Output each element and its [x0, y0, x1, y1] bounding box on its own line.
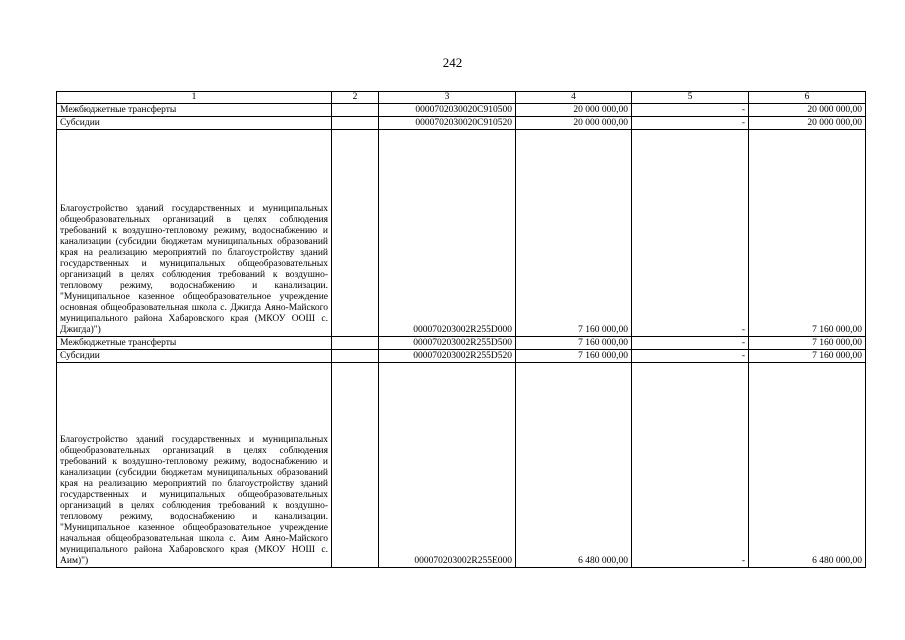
row-col2	[332, 104, 379, 117]
row-code: 0000702030020С910520	[379, 117, 516, 130]
row-col2	[332, 337, 379, 350]
row-amount: 7 160 000,00	[516, 130, 632, 337]
row-code: 000070203002R255D500	[379, 337, 516, 350]
row-amount: 20 000 000,00	[516, 117, 632, 130]
row-name: Межбюджетные трансферты	[57, 337, 332, 350]
row-change: -	[632, 363, 749, 568]
table-row	[57, 117, 866, 130]
table-row	[57, 130, 866, 337]
row-col2	[332, 117, 379, 130]
row-change: -	[632, 350, 749, 363]
row-amount: 20 000 000,00	[516, 104, 632, 117]
table-row	[57, 104, 866, 117]
row-change: -	[632, 130, 749, 337]
table-row	[57, 337, 866, 350]
column-header-5: 5	[632, 92, 749, 104]
budget-table	[56, 91, 866, 568]
row-change: -	[632, 117, 749, 130]
row-amount: 6 480 000,00	[516, 363, 632, 568]
row-amount: 7 160 000,00	[516, 350, 632, 363]
row-change: -	[632, 337, 749, 350]
row-col2	[332, 130, 379, 337]
row-total: 7 160 000,00	[749, 130, 866, 337]
row-amount: 7 160 000,00	[516, 337, 632, 350]
row-code: 000070203002R255D520	[379, 350, 516, 363]
row-change: -	[632, 104, 749, 117]
row-col2	[332, 350, 379, 363]
column-header-1: 1	[57, 92, 332, 104]
row-code: 000070203002R255D000	[379, 130, 516, 337]
header-row	[57, 92, 866, 104]
page-number: 242	[442, 55, 463, 70]
row-total: 20 000 000,00	[749, 117, 866, 130]
table-row	[57, 350, 866, 363]
row-total: 7 160 000,00	[749, 350, 866, 363]
table-body	[57, 104, 866, 568]
row-name: Межбюджетные трансферты	[57, 104, 332, 117]
row-name: Субсидии	[57, 117, 332, 130]
column-header-2: 2	[332, 92, 379, 104]
column-header-3: 3	[379, 92, 516, 104]
row-code: 0000702030020С910500	[379, 104, 516, 117]
table-row	[57, 363, 866, 568]
row-total: 7 160 000,00	[749, 337, 866, 350]
row-name: Субсидии	[57, 350, 332, 363]
table-header	[57, 92, 866, 104]
row-col2	[332, 363, 379, 568]
row-code: 000070203002R255E000	[379, 363, 516, 568]
row-name: Благоустройство зданий государственных и муниципальных общеобразовательных организаций в целях соблюдения требований к воздушно-тепловому режиму, водоснабжению и канализации (субсидии бюджетам муниципальных образований края на реализацию мероприятий по благоустройству зданий государственных и муниципальных общеобразовательных организаций в целях соблюдения требований к воздушно-тепловому режиму, водоснабжению и канализации. "Муниципальное казенное общеобразовательное учреждение основная общеобразовательная школа с. Джигда Аяно-Майского муниципального района Хабаровского края (МКОУ ООШ с. Джигда)")	[57, 130, 332, 337]
column-header-6: 6	[749, 92, 866, 104]
row-total: 20 000 000,00	[749, 104, 866, 117]
row-name: Благоустройство зданий государственных и муниципальных общеобразовательных организаций в целях соблюдения требований к воздушно-тепловому режиму, водоснабжению и канализации (субсидии бюджетам муниципальных образований края на реализацию мероприятий по благоустройству зданий государственных и муниципальных общеобразовательных организаций в целях соблюдения требований к воздушно-тепловому режиму, водоснабжению и канализации. "Муниципальное казенное общеобразовательное учреждение начальная общеобразовательная школа с. Аим Аяно-Майского муниципального района Хабаровского края (МКОУ НОШ с. Аим)")	[57, 363, 332, 568]
row-total: 6 480 000,00	[749, 363, 866, 568]
column-header-4: 4	[516, 92, 632, 104]
